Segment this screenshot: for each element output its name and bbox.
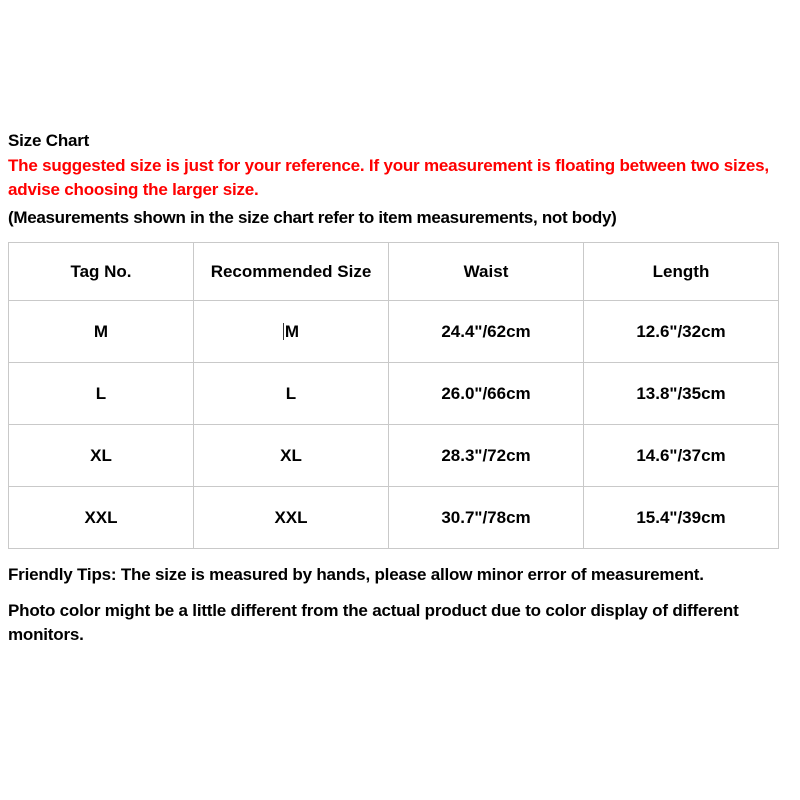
cell-waist: 30.7"/78cm: [389, 487, 584, 549]
cell-recommended-size: XXL: [194, 487, 389, 549]
text-caret: [283, 323, 284, 340]
cell-tag-no: XXL: [9, 487, 194, 549]
cell-recommended-size-label: M: [284, 321, 300, 341]
table-row: [9, 301, 779, 363]
table-row: [9, 425, 779, 487]
cell-tag-no: L: [9, 363, 194, 425]
cell-length: 12.6"/32cm: [584, 301, 779, 363]
cell-recommended-size: L: [194, 363, 389, 425]
column-header-waist: Waist: [389, 243, 584, 301]
column-header-length: Length: [584, 243, 779, 301]
cell-tag-no: XL: [9, 425, 194, 487]
measurement-note-text: (Measurements shown in the size chart refer to item measurements, not body): [8, 208, 617, 227]
cell-waist: 28.3"/72cm: [389, 425, 584, 487]
friendly-tips-text: Friendly Tips: The size is measured by hands, please allow minor error of measurement.: [8, 565, 704, 584]
cell-waist: 26.0"/66cm: [389, 363, 584, 425]
cell-recommended-size: [194, 301, 389, 363]
size-chart-table: [8, 242, 779, 549]
cell-waist: 24.4"/62cm: [389, 301, 584, 363]
cell-tag-no: M: [9, 301, 194, 363]
cell-length: 13.8"/35cm: [584, 363, 779, 425]
table-row: [9, 363, 779, 425]
cell-length: 14.6"/37cm: [584, 425, 779, 487]
color-disclaimer-text: Photo color might be a little different from the actual product due to color display of different monitors.: [8, 601, 739, 644]
cell-length: 15.4"/39cm: [584, 487, 779, 549]
size-warning-text: The suggested size is just for your reference. If your measurement is floating between two sizes, advise choosing the larger size.: [8, 156, 769, 199]
column-header-tag-no: Tag No.: [9, 243, 194, 301]
table-row: [9, 487, 779, 549]
page-title: Size Chart: [8, 131, 90, 150]
column-header-recommended-size: Recommended Size: [194, 243, 389, 301]
cell-recommended-size: XL: [194, 425, 389, 487]
table-header-row: [9, 243, 779, 301]
